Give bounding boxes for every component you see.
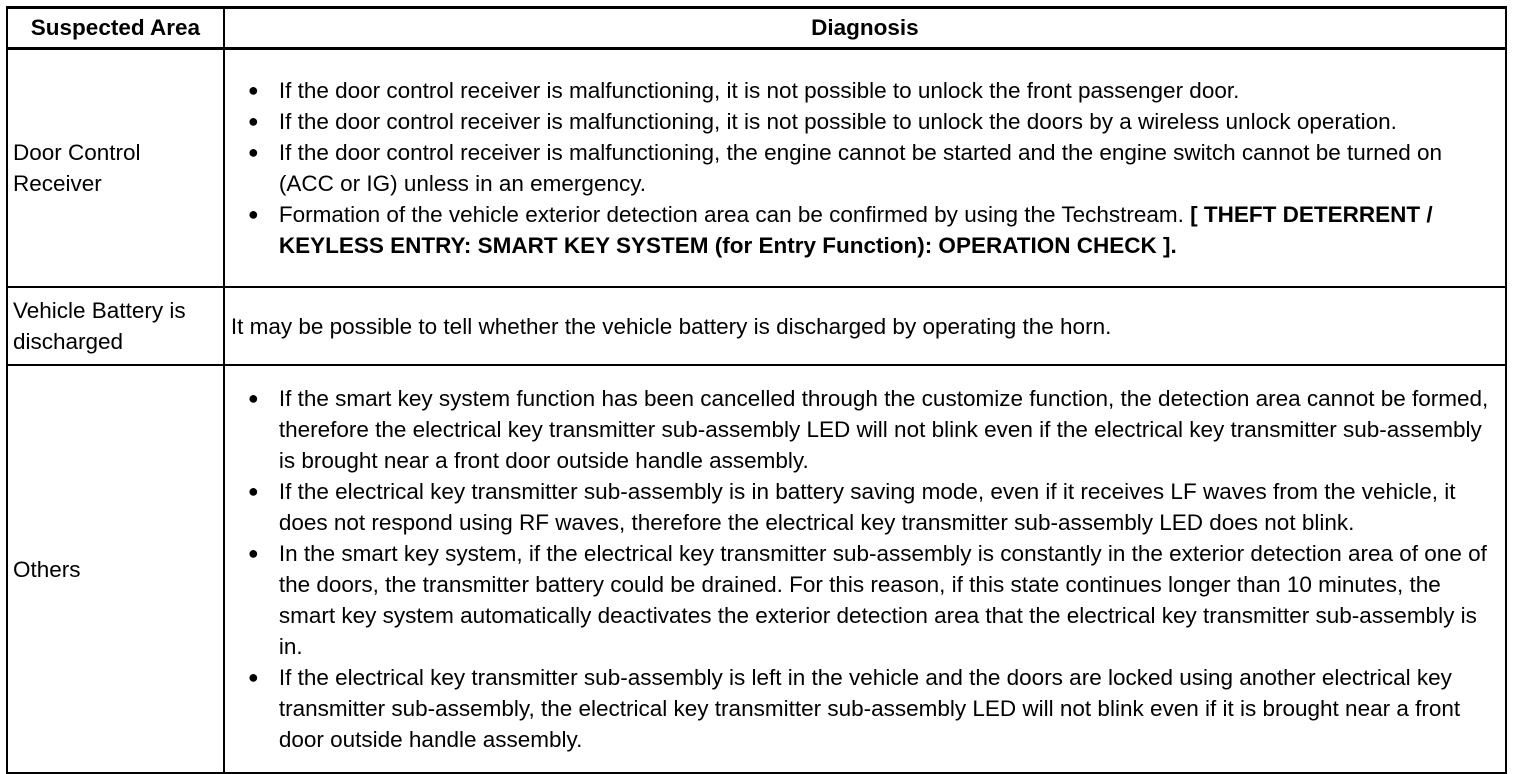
bullet-icon: ● <box>247 204 259 224</box>
table-header-row <box>7 8 1506 49</box>
bullet-icon: ● <box>247 111 259 131</box>
list-item <box>231 75 1499 106</box>
list-item-text: If the smart key system function has been cancelled through the customize function, the detection area cannot be formed, therefore the electrical key transmitter sub-assembly LED will not blink even if the electrical key transmitter sub-assembly is brought near a front door outside handle assembly. <box>278 386 1489 473</box>
list-item-text: If the door control receiver is malfunctioning, it is not possible to unlock the doors by a wireless unlock operation. <box>278 109 1397 134</box>
diagnosis-list-door <box>231 75 1499 261</box>
diagnosis-list-others <box>231 383 1499 755</box>
list-item-text: Formation of the vehicle exterior detection area can be confirmed by using the Techstream. <box>278 202 1184 227</box>
list-item-text: If the electrical key transmitter sub-assembly is left in the vehicle and the doors are locked using another electrical key transmitter sub-assembly, the electrical key transmitter sub-assembly LED will not blink even if it is brought near a front door outside handle assembly. <box>278 665 1461 752</box>
header-diagnosis: Diagnosis <box>224 8 1506 49</box>
list-item-text: In the smart key system, if the electrical key transmitter sub-assembly is constantly in the exterior detection area of one of the doors, the transmitter battery could be drained. For this reason, if this state continues longer than 10 minutes, the smart key system automatically deactivates the exterior detection area that the electrical key transmitter sub-assembly is in. <box>278 541 1487 659</box>
list-item <box>231 137 1499 199</box>
bullet-icon: ● <box>247 80 259 100</box>
header-suspected-area: Suspected Area <box>7 8 224 49</box>
diagnosis-cell-others <box>224 365 1506 773</box>
bullet-icon: ● <box>247 481 259 501</box>
table-row-others <box>7 365 1506 773</box>
list-item-text: If the electrical key transmitter sub-assembly is in battery saving mode, even if it receives LF waves from the vehicle, it does not respond using RF waves, therefore the electrical key transmitter sub-assembly LED does not blink. <box>278 479 1456 535</box>
bullet-icon: ● <box>247 142 259 162</box>
area-cell-door-control-receiver: Door Control Receiver <box>7 49 224 288</box>
list-item <box>231 538 1499 662</box>
diagnosis-cell-vehicle-battery <box>224 287 1506 365</box>
table-row-door-control-receiver <box>7 49 1506 288</box>
bullet-icon: ● <box>247 543 259 563</box>
diagnosis-text: It may be possible to tell whether the vehicle battery is discharged by operating the horn. <box>230 313 1112 339</box>
list-item <box>231 199 1499 261</box>
list-item <box>231 662 1499 755</box>
diagnosis-cell-door-control-receiver <box>224 49 1506 288</box>
bullet-icon: ● <box>247 388 259 408</box>
list-item <box>231 106 1499 137</box>
operation-check-reference-link[interactable]: [ THEFT DETERRENT / KEYLESS ENTRY: SMART KEY SYSTEM (for Entry Function): OPERATION CHECK ]. <box>278 202 1433 258</box>
area-cell-vehicle-battery: Vehicle Battery is discharged <box>7 287 224 365</box>
list-item-text: If the door control receiver is malfunctioning, it is not possible to unlock the front passenger door. <box>278 78 1240 103</box>
list-item <box>231 476 1499 538</box>
list-item-text: If the door control receiver is malfunctioning, the engine cannot be started and the engine switch cannot be turned on (ACC or IG) unless in an emergency. <box>278 140 1443 196</box>
area-cell-others: Others <box>7 365 224 773</box>
bullet-icon: ● <box>247 667 259 687</box>
diagnosis-table <box>6 6 1507 774</box>
list-item <box>231 383 1499 476</box>
table-row-vehicle-battery <box>7 287 1506 365</box>
